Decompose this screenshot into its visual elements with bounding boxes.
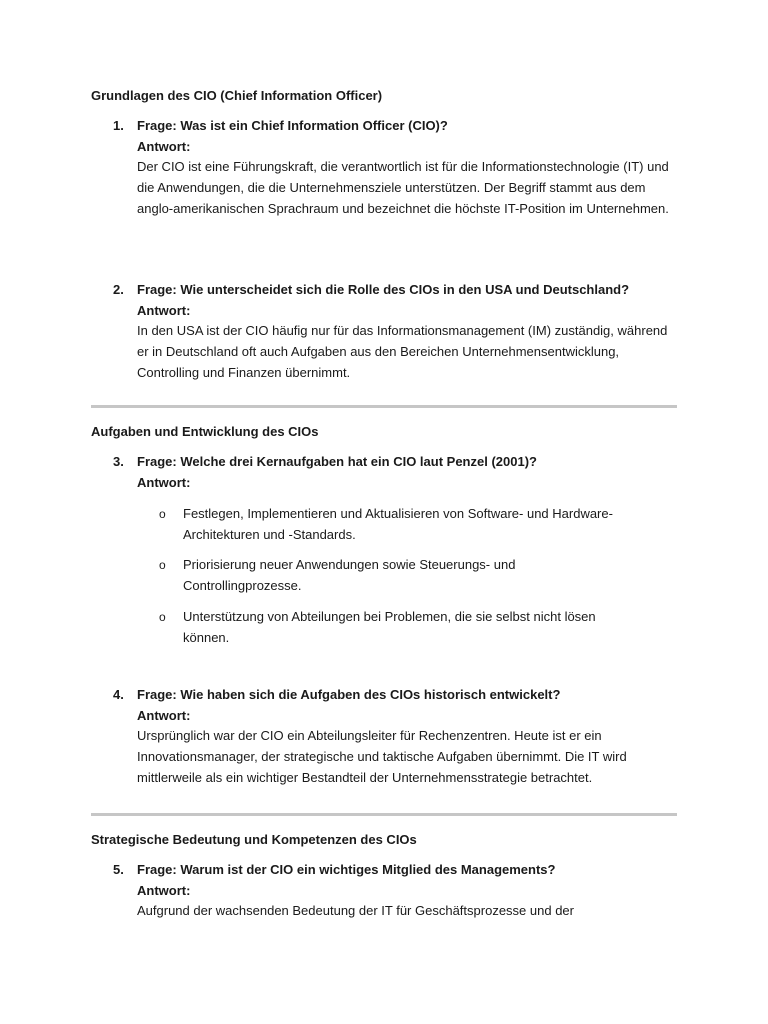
section-divider xyxy=(91,405,677,408)
section-title: Strategische Bedeutung und Kompetenzen des CIOs xyxy=(91,832,417,847)
question-number: 1. xyxy=(113,118,124,133)
bullet-text: Priorisierung neuer Anwendungen sowie Steuerungs- und Controllingprozesse. xyxy=(183,557,516,594)
answer-label: Antwort: xyxy=(137,882,191,898)
question-item xyxy=(91,116,677,220)
bullet-text: Festlegen, Implementieren und Aktualisieren von Software- und Hardware-Architekturen und -Standards. xyxy=(183,506,613,542)
answer-label: Antwort: xyxy=(137,302,191,318)
bullet-text: Unterstützung von Abteilungen bei Problemen, die sie selbst nicht lösen können. xyxy=(183,608,596,645)
bullet-item xyxy=(137,504,631,545)
question-text: Frage: Welche drei Kernaufgaben hat ein CIO laut Penzel (2001)? xyxy=(137,454,537,469)
question-item xyxy=(91,452,677,493)
section-divider xyxy=(91,813,677,816)
question-text: Frage: Wie haben sich die Aufgaben des CIOs historisch entwickelt? xyxy=(137,687,561,702)
question-number: 5. xyxy=(113,862,124,877)
question-number: 4. xyxy=(113,687,124,702)
bullet-circle-icon: o xyxy=(159,609,166,624)
question-number: 3. xyxy=(113,454,124,469)
answer-label: Antwort: xyxy=(137,474,191,490)
answer-text: Der CIO ist eine Führungskraft, die verantwortlich ist für die Informationstechnologie (IT) und die Anwendungen, die die Unternehmensziele unterstützen. Der Begriff stammt aus dem anglo-amerikanischen Sprachraum und bezeichnet die höchste IT-Position im Unternehmen. xyxy=(137,159,669,216)
bullet-circle-icon: o xyxy=(159,507,166,521)
answer-label: Antwort: xyxy=(137,138,191,154)
question-item xyxy=(91,860,677,922)
bullet-circle-icon: o xyxy=(159,558,166,573)
section-strategie xyxy=(91,830,677,919)
question-number: 2. xyxy=(113,282,124,297)
answer-bullet-list xyxy=(137,504,631,648)
section-title: Aufgaben und Entwicklung des CIOs xyxy=(91,424,319,439)
bullet-item xyxy=(137,607,631,648)
question-item xyxy=(91,685,677,789)
question-text: Frage: Wie unterscheidet sich die Rolle des CIOs in den USA und Deutschland? xyxy=(137,282,630,297)
section-grundlagen xyxy=(91,86,677,380)
section-title: Grundlagen des CIO (Chief Information Officer) xyxy=(91,88,383,103)
answer-text: Ursprünglich war der CIO ein Abteilungsleiter für Rechenzentren. Heute ist er ein Innovationsmanager, der strategische und taktische Aufgaben übernimmt. Die IT wird mittlerweile als ein wichtiger Bestandteil der Unternehmensstrategie betrachtet. xyxy=(137,728,627,785)
answer-text: In den USA ist der CIO häufig nur für das Informationsmanagement (IM) zuständig, während er in Deutschland oft auch Aufgaben aus den Bereichen Unternehmensentwicklung, Controlling und Finanzen übernimmt. xyxy=(137,323,668,380)
bullet-item xyxy=(137,555,631,596)
question-text: Frage: Was ist ein Chief Information Officer (CIO)? xyxy=(137,118,448,133)
question-text: Frage: Warum ist der CIO ein wichtiges Mitglied des Managements? xyxy=(137,862,556,877)
answer-label: Antwort: xyxy=(137,707,191,723)
answer-text: Aufgrund der wachsenden Bedeutung der IT für Geschäftsprozesse und der xyxy=(137,903,574,919)
question-item xyxy=(91,280,677,384)
section-aufgaben xyxy=(91,422,677,785)
